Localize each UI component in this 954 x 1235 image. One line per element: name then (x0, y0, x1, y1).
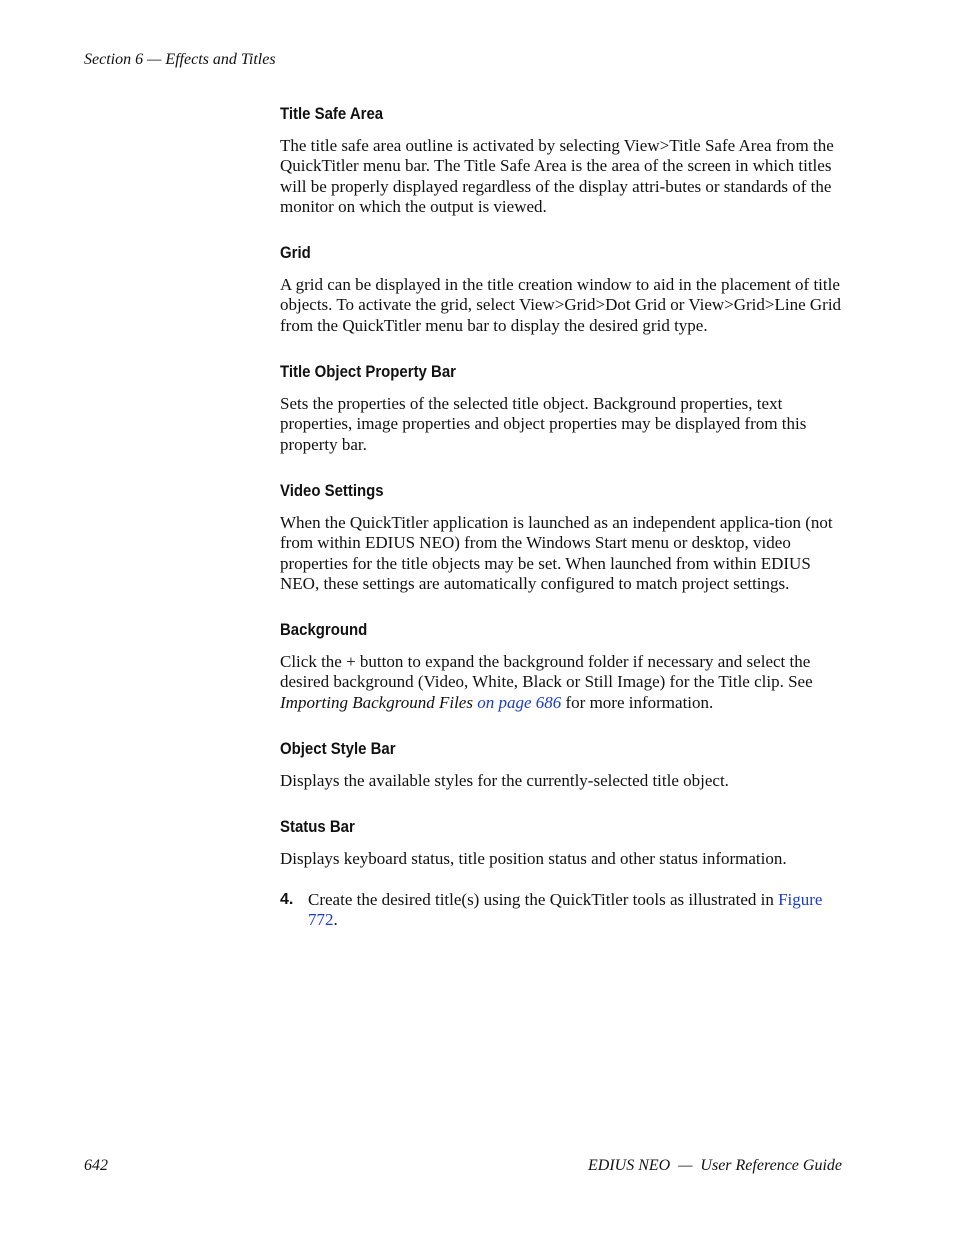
step-text: Create the desired title(s) using the QuickTitler tools as illustrated in (308, 889, 779, 909)
paragraph-background (280, 652, 844, 713)
paragraph-title-object-property-bar: Sets the properties of the selected title object. Background properties, text properties, image properties and object properties may be displayed from this property bar. (280, 394, 807, 454)
figure-link[interactable]: Figure 772 (308, 889, 823, 929)
paragraph-video-settings: When the QuickTitler application is launched as an independent applica-tion (not from within EDIUS NEO) from the Windows Start menu or desktop, video properties for the title objects may be set. When launched from within EDIUS NEO, these settings are automatically configured to match project settings. (280, 512, 833, 593)
page-number: 642 (84, 1157, 108, 1174)
step-end: . (333, 909, 338, 929)
paragraph-object-style-bar: Displays the available styles for the currently-selected title object. (280, 771, 729, 791)
heading-grid: Grid (280, 243, 311, 263)
heading-background: Background (280, 620, 368, 640)
paragraph-status-bar: Displays keyboard status, title position status and other status information. (280, 849, 787, 869)
reference-title: Importing Background Files (280, 692, 473, 712)
step-text-container (308, 890, 844, 931)
heading-status-bar: Status Bar (280, 817, 355, 837)
heading-title-object-property-bar: Title Object Property Bar (280, 362, 456, 382)
heading-video-settings: Video Settings (280, 480, 384, 500)
heading-object-style-bar: Object Style Bar (280, 739, 396, 759)
paragraph-grid: A grid can be displayed in the title creation window to aid in the placement of title objects. To activate the grid, select View>Grid>Dot Grid or View>Grid>Line Grid from the QuickTitler menu bar to display the desired grid type. (280, 275, 842, 335)
paragraph-title-safe-area: The title safe area outline is activated by selecting View>Title Safe Area from the QuickTitler menu bar. The Title Safe Area is the area of the screen in which titles will be properly displayed regardless of the display attri-butes or standards of the monitor on which the output is viewed. (280, 136, 834, 216)
page-content (280, 104, 844, 930)
page-reference-link[interactable]: on page 686 (477, 692, 562, 712)
background-text-after: for more information. (561, 692, 714, 712)
guide-title: EDIUS NEO — User Reference Guide (587, 1157, 842, 1174)
background-text-before: Click the + button to expand the background folder if necessary and select the desired background (Video, White, Black or Still Image) for the Title clip. See (280, 652, 813, 692)
step-item (280, 890, 844, 931)
running-header: Section 6 — Effects and Titles (84, 51, 276, 68)
step-number: 4. (280, 890, 294, 908)
heading-title-safe-area: Title Safe Area (280, 104, 384, 123)
